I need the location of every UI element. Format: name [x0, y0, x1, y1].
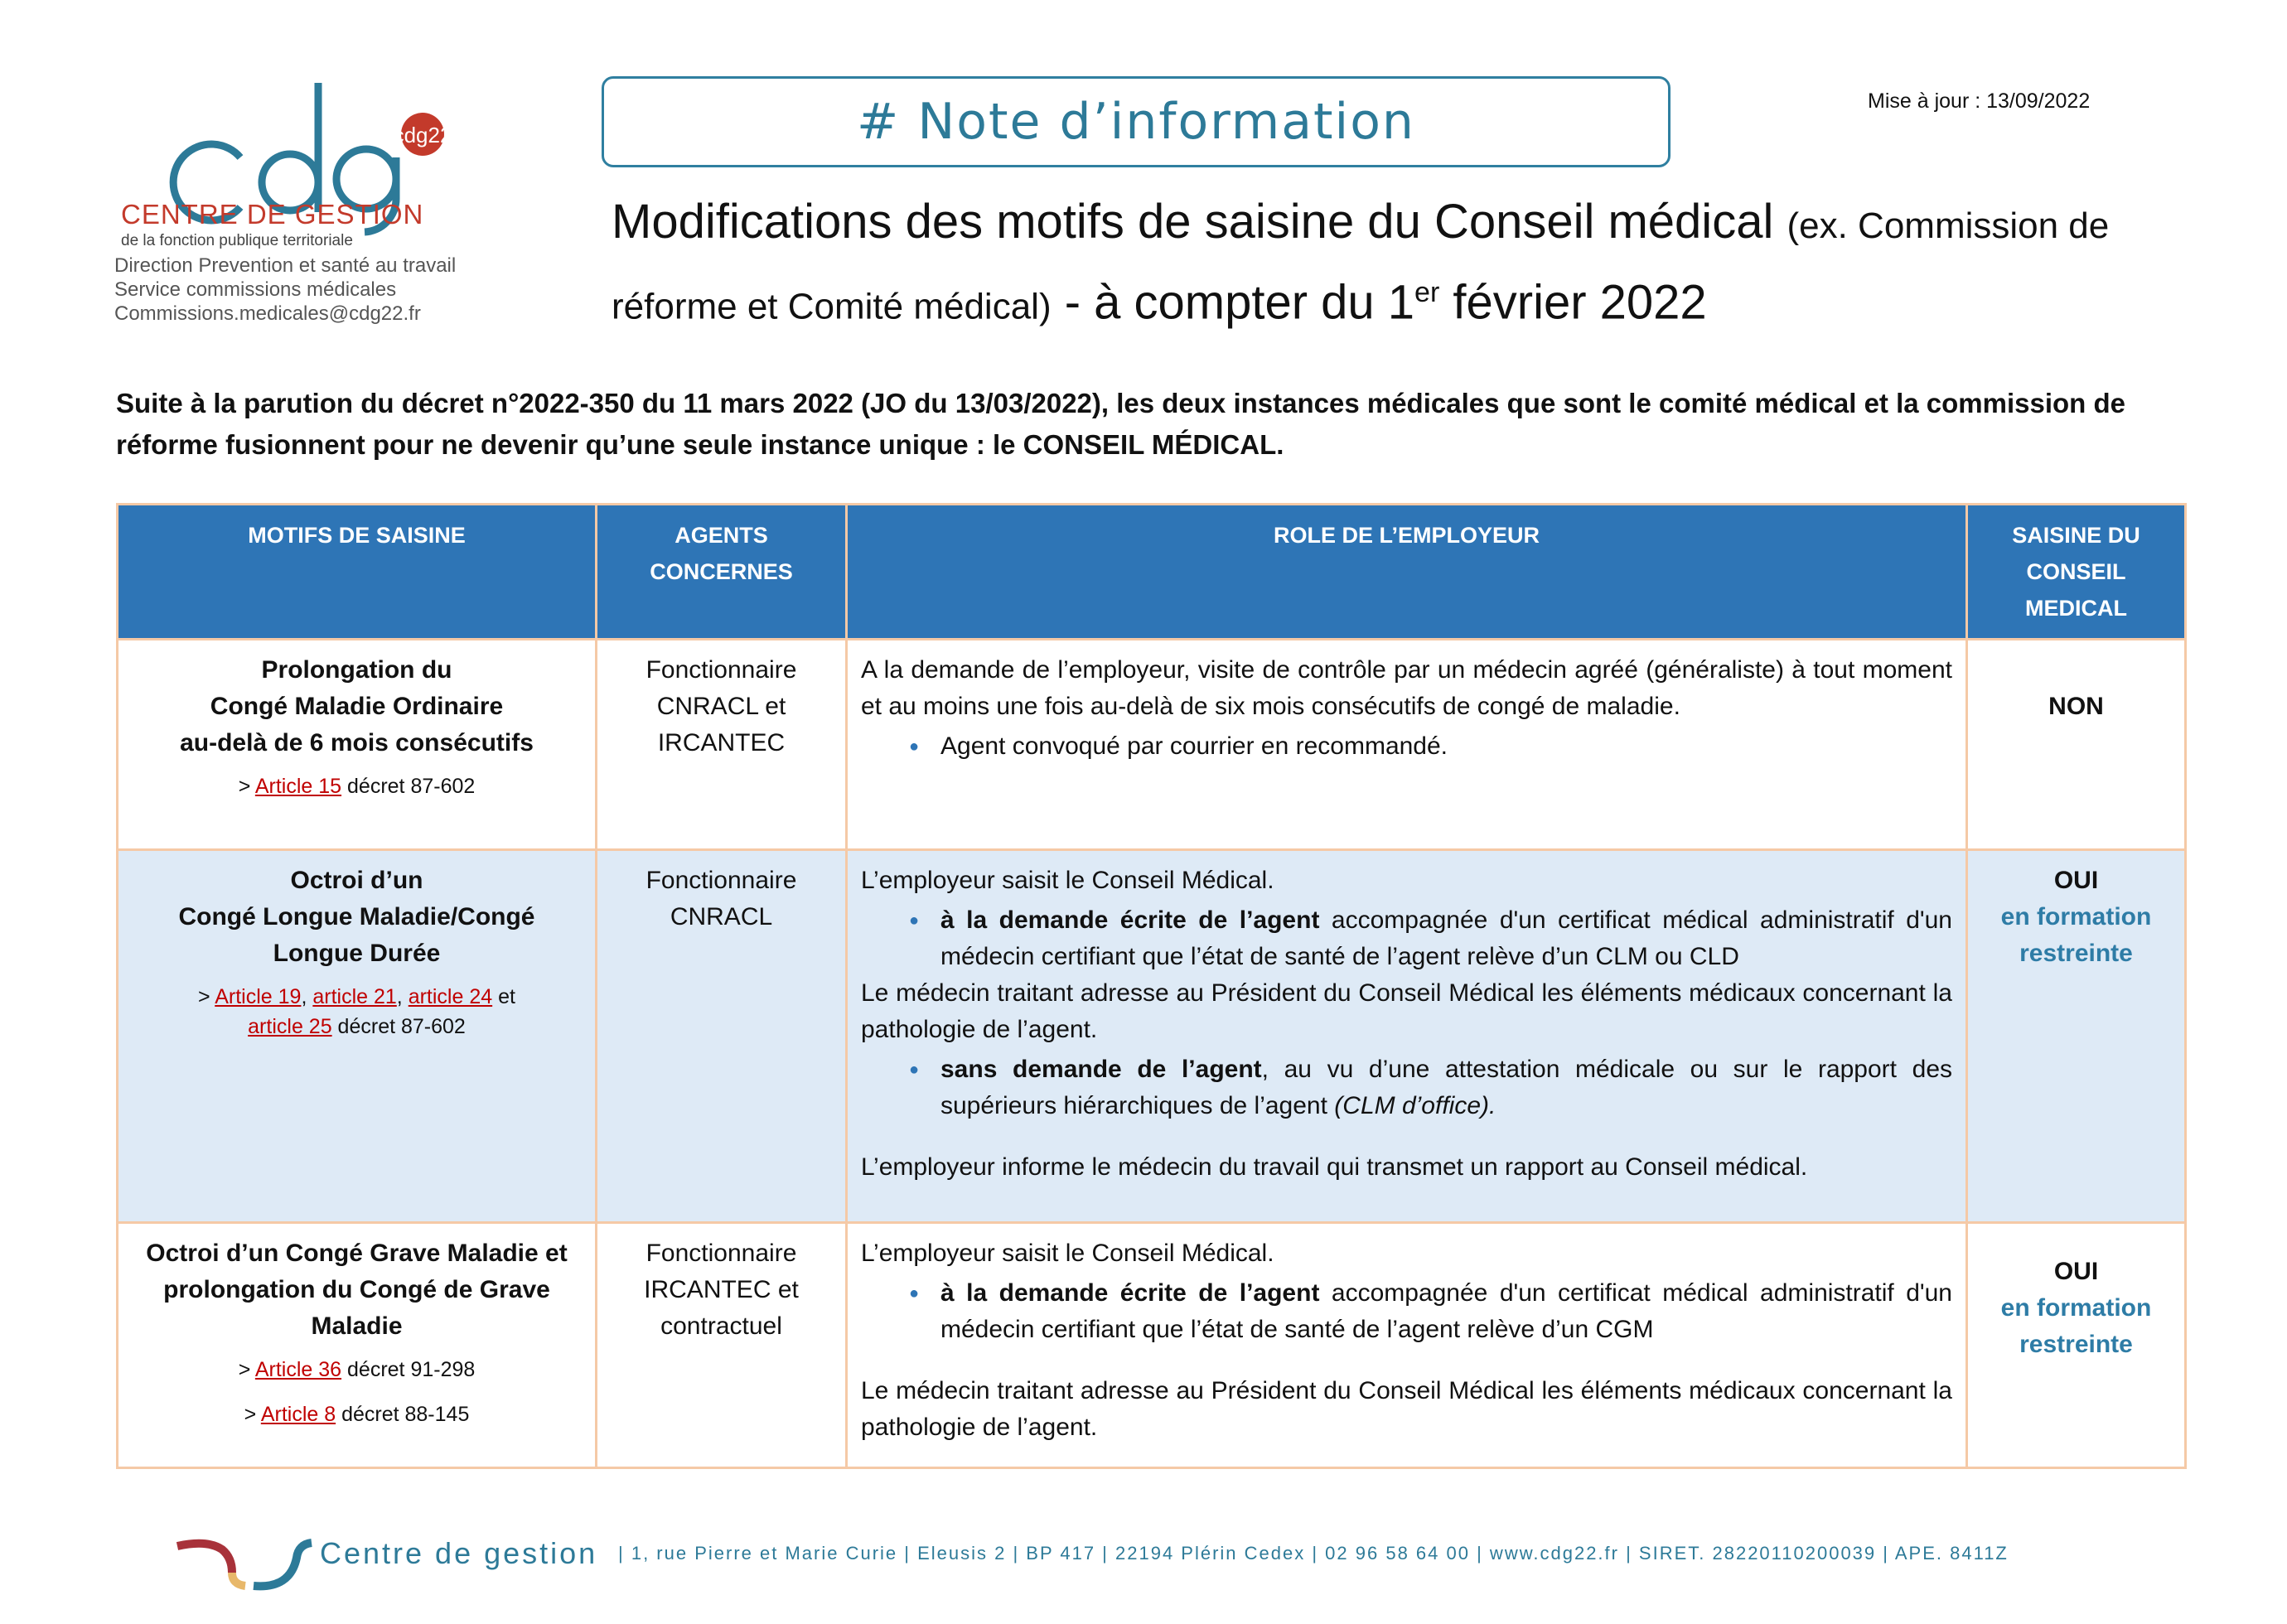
legal-reference: [132, 982, 582, 1042]
saisine-value: NON: [2048, 693, 2104, 720]
legal-reference: [132, 771, 582, 801]
bullet-bold: à la demande écrite de l’agent: [940, 906, 1320, 934]
motif-cell: [118, 640, 597, 850]
agents-line: contractuel: [660, 1312, 782, 1340]
footer-address: | 1, rue Pierre et Marie Curie | Eleusis 2 | BP 417 | 22194 Plérin Cedex | 02 96 58 64 00 | www.cdg22.fr | SIRET. 28220110200039 | APE. 8411Z: [618, 1543, 2009, 1564]
direction-line: Direction Prevention et santé au travail: [114, 254, 457, 277]
role-cell: [847, 1223, 1967, 1468]
ref-suffix: décret 91-298: [341, 1358, 476, 1381]
table-row: [118, 640, 2186, 850]
footer-logo-icon: [174, 1525, 315, 1591]
footer: [174, 1525, 2196, 1591]
saisine-value: OUI: [2053, 1258, 2099, 1285]
title-sup: er: [1414, 277, 1440, 308]
note-title: # Note d’information: [857, 93, 1415, 151]
logo-badge-text: cdg22: [393, 123, 452, 147]
title-part3: - à compter du 1: [1051, 275, 1415, 330]
motif-line: Congé Longue Maladie/Congé: [178, 903, 535, 930]
role-bullets: [861, 728, 1952, 765]
bullet-text: accompagnée d'un certificat médical administratif d'un médecin certifiant que l’état de santé de l’agent relève d’un CLM ou CLD: [940, 906, 1952, 970]
saisine-sub: en formation: [2000, 903, 2152, 930]
article-link[interactable]: article 21: [312, 985, 397, 1008]
update-date: Mise à jour : 13/09/2022: [1868, 89, 2091, 113]
article-link[interactable]: Article 8: [260, 1403, 336, 1426]
motif-line: Octroi d’un Congé Grave Maladie et prolongation du Congé de Grave Maladie: [146, 1240, 568, 1340]
saisine-sub: en formation: [2000, 1294, 2152, 1322]
saisine-sub: restreinte: [2019, 1331, 2133, 1358]
saisine-cell: [1967, 1223, 2186, 1468]
role-bullets: [861, 1051, 1952, 1124]
bullet-text: , au vu d’une attestation médicale ou sur le rapport des supérieurs hiérarchiques de l’agent: [940, 1056, 1952, 1119]
agents-line: CNRACL: [670, 903, 773, 930]
ref-suffix: décret 88-145: [336, 1403, 470, 1426]
article-link[interactable]: article 24: [408, 985, 493, 1008]
agents-cell: [597, 640, 847, 850]
role-bullets: [861, 1275, 1952, 1348]
title-part2: (ex. Commission de réforme et Comité médical): [612, 205, 2110, 327]
ref-sep: ,: [396, 985, 409, 1008]
ref-sep: ,: [301, 985, 313, 1008]
ref-suffix: décret 87-602: [331, 1015, 466, 1038]
ref-prefix: >: [198, 985, 215, 1008]
agents-cell: [597, 850, 847, 1223]
table-row: [118, 1223, 2186, 1468]
intro-paragraph: Suite à la parution du décret n°2022-350 du 11 mars 2022 (JO du 13/03/2022), les deux instances médicales que sont le comité médical et la commission de réforme fusionnent pour ne devenir qu’une seule instance unique : le CONSEIL MÉDICAL.: [116, 388, 2126, 460]
role-bullet: [940, 1051, 1952, 1124]
table-row: [118, 850, 2186, 1223]
saisine-cell: [1967, 850, 2186, 1223]
ref-sep: et: [492, 985, 515, 1008]
agents-line: Fonctionnaire: [645, 867, 797, 894]
role-paragraph: Le médecin traitant adresse au Président du Conseil Médical les éléments médicaux concernant la pathologie de l’agent.: [861, 1377, 1952, 1441]
role-cell: [847, 640, 1967, 850]
role-bullet: [940, 1275, 1952, 1348]
motif-line: Congé Maladie Ordinaire: [210, 693, 504, 720]
role-bullets: [861, 902, 1952, 975]
agents-cell: [597, 1223, 847, 1468]
article-link[interactable]: Article 19: [215, 985, 302, 1008]
article-link[interactable]: Article 15: [254, 775, 342, 798]
role-paragraph: L’employeur saisit le Conseil Médical.: [861, 1240, 1274, 1267]
saisine-sub: restreinte: [2019, 940, 2133, 967]
header-role: ROLE DE L’EMPLOYEUR: [847, 505, 1967, 640]
agents-line: Fonctionnaire: [645, 1240, 797, 1267]
table-header-row: [118, 505, 2186, 640]
ref-suffix: décret 87-602: [341, 775, 476, 798]
motif-line: Octroi d’un: [290, 867, 423, 894]
header-motifs: MOTIFS DE SAISINE: [118, 505, 597, 640]
role-paragraph: Le médecin traitant adresse au Président du Conseil Médical les éléments médicaux concernant la pathologie de l’agent.: [861, 979, 1952, 1043]
bullet-italic: (CLM d’office).: [1334, 1092, 1496, 1119]
motif-line: Longue Durée: [273, 940, 441, 967]
email-line: Commissions.medicales@cdg22.fr: [114, 302, 421, 325]
header-agents: AGENTS CONCERNES: [597, 505, 847, 640]
logo-subtitle: de la fonction publique territoriale: [121, 232, 353, 249]
title-part4: février 2022: [1439, 275, 1707, 330]
agents-line: IRCANTEC: [657, 729, 786, 756]
ref-prefix: >: [238, 1358, 255, 1381]
service-info: [114, 254, 456, 326]
motifs-table: [116, 503, 2187, 1469]
role-paragraph: L’employeur informe le médecin du travail qui transmet un rapport au Conseil médical.: [861, 1153, 1808, 1181]
article-link[interactable]: article 25: [248, 1015, 332, 1038]
service-line: Service commissions médicales: [114, 278, 397, 301]
header-saisine: SAISINE DU CONSEIL MEDICAL: [1967, 505, 2186, 640]
motif-cell: [118, 1223, 597, 1468]
bullet-text: accompagnée d'un certificat médical administratif d'un médecin certifiant que l’état de santé de l’agent relève d’un CGM: [940, 1279, 1952, 1343]
legal-reference: [132, 1355, 582, 1385]
logo-centre-text: CENTRE DE GESTION: [121, 199, 424, 230]
ref-prefix: >: [244, 1403, 261, 1426]
legal-reference: [132, 1399, 582, 1429]
motif-line: Prolongation du: [261, 656, 452, 684]
article-link[interactable]: Article 36: [254, 1358, 342, 1381]
role-paragraph: A la demande de l’employeur, visite de contrôle par un médecin agréé (généraliste) à tout moment et au moins une fois au-delà de six mois consécutifs de congé de maladie.: [861, 656, 1952, 720]
ref-prefix: >: [238, 775, 255, 798]
saisine-cell: [1967, 640, 2186, 850]
saisine-value: OUI: [2053, 867, 2099, 894]
bullet-bold: à la demande écrite de l’agent: [940, 1279, 1320, 1307]
role-bullet: ● Agent convoqué par courrier en recommandé.: [940, 728, 1952, 765]
agents-line: Fonctionnaire: [645, 656, 797, 684]
role-cell: [847, 850, 1967, 1223]
motif-cell: [118, 850, 597, 1223]
role-paragraph: L’employeur saisit le Conseil Médical.: [861, 867, 1274, 894]
agents-line: CNRACL et: [656, 693, 786, 720]
bullet-bold: sans demande de l’agent: [940, 1056, 1262, 1083]
role-bullet: [940, 902, 1952, 975]
page-title: [612, 189, 2136, 340]
footer-name: Centre de gestion: [320, 1536, 598, 1570]
title-part1: Modifications des motifs de saisine du Conseil médical: [612, 195, 1774, 249]
note-title-box: [602, 76, 1671, 167]
motif-line: au-delà de 6 mois consécutifs: [180, 729, 534, 756]
agents-line: IRCANTEC et: [644, 1276, 799, 1303]
